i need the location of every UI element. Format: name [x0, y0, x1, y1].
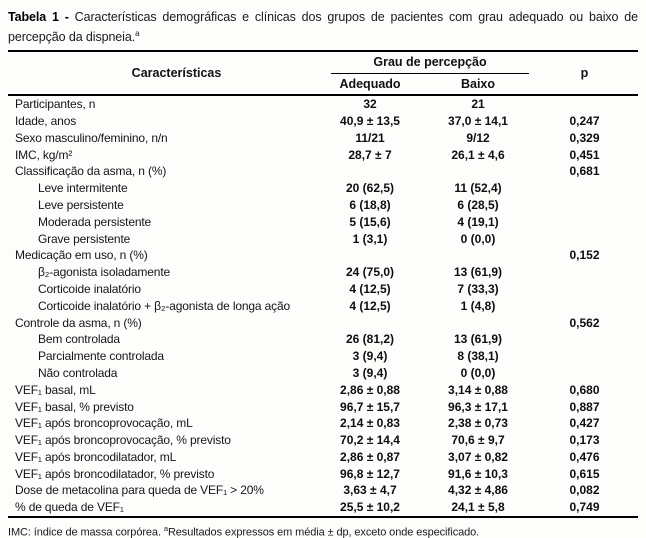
row-label: Classificação da asma, n (%) [15, 164, 167, 179]
cell-adequado [315, 315, 425, 332]
cell-baixo [425, 247, 531, 264]
table-row [8, 449, 638, 466]
cell-p: 0,173 [569, 433, 600, 448]
cell-baixo: 6 (28,5) [457, 197, 499, 212]
cell-p: 0,681 [569, 164, 600, 179]
cell-baixo: 3,14 ± 0,88 [448, 382, 508, 397]
group-header-label: Grau de percepção [331, 52, 529, 74]
cell-adequado: 1 (3,1) [352, 231, 388, 246]
cell-p: 0,427 [569, 416, 600, 431]
table-row [8, 348, 638, 365]
cell-adequado [315, 247, 425, 264]
column-header-caracteristicas: Características [8, 51, 315, 95]
cell-p [531, 331, 638, 348]
cell-adequado [315, 163, 425, 180]
cell-adequado: 4 (12,5) [349, 298, 391, 313]
row-label: Parcialmente controlada [38, 349, 164, 364]
cell-baixo: 4,32 ± 4,86 [448, 483, 508, 498]
cell-adequado: 11/21 [355, 130, 385, 145]
row-label: Controle da asma, n (%) [15, 315, 142, 330]
cell-baixo: 13 (61,9) [453, 332, 503, 347]
cell-baixo: 13 (61,9) [453, 265, 503, 280]
cell-baixo [425, 163, 531, 180]
characteristics-table [8, 50, 638, 518]
table-row [8, 365, 638, 382]
row-label: Idade, anos [15, 113, 77, 128]
cell-p [531, 214, 638, 231]
table-row [8, 281, 638, 298]
table-row [8, 147, 638, 164]
cell-adequado: 24 (75,0) [345, 265, 395, 280]
table-row [8, 264, 638, 281]
caption-footnote-marker: a [135, 28, 140, 38]
table-row [8, 415, 638, 432]
cell-baixo: 8 (38,1) [457, 349, 499, 364]
table-row [8, 130, 638, 147]
table-row [8, 331, 638, 348]
cell-p: 0,887 [569, 399, 600, 414]
cell-p [531, 180, 638, 197]
cell-adequado: 3,63 ± 4,7 [343, 483, 397, 498]
cell-p [531, 365, 638, 382]
cell-baixo: 0 (0,0) [460, 365, 496, 380]
row-label: Sexo masculino/feminino, n/n [15, 130, 168, 145]
cell-baixo: 91,6 ± 10,3 [448, 466, 508, 481]
cell-baixo: 24,1 ± 5,8 [451, 500, 505, 515]
row-label: VEF₁ após broncodilatador, mL [15, 449, 177, 464]
cell-baixo: 9/12 [466, 130, 490, 145]
row-label: VEF₁ após broncoprovocação, % previsto [15, 433, 231, 448]
row-label: IMC, kg/m² [15, 147, 73, 162]
row-label: Dose de metacolina para queda de VEF₁ > 20% [15, 483, 264, 498]
table-row [8, 113, 638, 130]
row-label: Corticoide inalatório [38, 281, 141, 296]
table-caption [8, 10, 638, 45]
table-row [8, 466, 638, 483]
cell-baixo: 96,3 ± 17,1 [448, 399, 508, 414]
cell-baixo: 0 (0,0) [460, 231, 496, 246]
cell-adequado: 96,7 ± 15,7 [340, 399, 400, 414]
cell-baixo: 7 (33,3) [457, 281, 499, 296]
cell-p [531, 197, 638, 214]
cell-baixo: 11 (52,4) [454, 181, 502, 196]
cell-adequado: 6 (18,8) [349, 197, 391, 212]
row-label: Leve intermitente [38, 181, 128, 196]
table-row [8, 315, 638, 332]
row-label: VEF₁ após broncoprovocação, mL [15, 416, 193, 431]
cell-p [531, 281, 638, 298]
cell-p [531, 95, 638, 113]
cell-baixo: 26,1 ± 4,6 [451, 147, 505, 162]
table-row [8, 298, 638, 315]
cell-p: 0,562 [569, 315, 600, 330]
table-row [8, 499, 638, 517]
cell-adequado: 5 (15,6) [349, 214, 391, 229]
table-row [8, 382, 638, 399]
cell-baixo: 4 (19,1) [457, 214, 499, 229]
table-row [8, 432, 638, 449]
row-label: Corticoide inalatório + β₂-agonista de longa ação [38, 298, 291, 313]
table-row [8, 95, 638, 113]
column-group-grau-de-percepcao [315, 51, 531, 74]
cell-adequado: 3 (9,4) [352, 365, 388, 380]
row-label: VEF₁ basal, mL [15, 382, 96, 397]
cell-p: 0,451 [569, 147, 600, 162]
cell-adequado: 28,7 ± 7 [348, 147, 392, 162]
cell-adequado: 20 (62,5) [345, 181, 395, 196]
row-label: Bem controlada [38, 332, 120, 347]
cell-p [531, 231, 638, 248]
column-header-adequado: Adequado [315, 74, 425, 95]
cell-adequado: 40,9 ± 13,5 [340, 113, 400, 128]
footnote-note: Resultados expressos em média ± dp, exceto onde especificado. [167, 526, 480, 538]
caption-text: Características demográficas e clínicas dos grupos de pacientes com grau adequado ou baixo de percepção da dispneia. [8, 10, 638, 44]
cell-adequado: 70,2 ± 14,4 [340, 433, 400, 448]
row-label: Medicação em uso, n (%) [15, 248, 148, 263]
column-header-baixo: Baixo [425, 74, 531, 95]
cell-baixo: 3,07 ± 0,82 [448, 449, 508, 464]
cell-adequado: 32 [363, 97, 377, 112]
cell-p: 0,329 [569, 130, 600, 145]
row-label: VEF₁ basal, % previsto [15, 399, 134, 414]
row-label: Moderada persistente [38, 214, 152, 229]
cell-baixo: 2,38 ± 0,73 [448, 416, 508, 431]
row-label: Participantes, n [15, 97, 96, 112]
table-row [8, 163, 638, 180]
cell-adequado: 25,5 ± 10,2 [340, 500, 400, 515]
table-number: Tabela 1 [8, 10, 59, 24]
cell-p [531, 348, 638, 365]
cell-p: 0,152 [569, 248, 600, 263]
cell-baixo: 21 [471, 97, 485, 112]
footnote-abbreviation: IMC: índice de massa corpórea. [8, 526, 164, 538]
footnote-marker: a [163, 524, 168, 534]
cell-p: 0,615 [569, 466, 600, 481]
cell-adequado: 2,86 ± 0,87 [340, 449, 400, 464]
row-label: β₂-agonista isoladamente [38, 265, 171, 280]
cell-p [531, 298, 638, 315]
cell-baixo: 70,6 ± 9,7 [451, 433, 505, 448]
table-row [8, 180, 638, 197]
cell-p: 0,082 [569, 483, 600, 498]
row-label: Leve persistente [38, 197, 124, 212]
cell-adequado: 96,8 ± 12,7 [340, 466, 400, 481]
cell-p: 0,476 [569, 449, 600, 464]
header-row-group [8, 51, 638, 74]
table-row [8, 399, 638, 416]
cell-adequado: 3 (9,4) [352, 349, 388, 364]
column-header-p: p [531, 51, 638, 95]
row-label: VEF₁ após broncodilatador, % previsto [15, 466, 215, 481]
caption-dash: - [58, 10, 75, 24]
cell-p: 0,680 [569, 382, 600, 397]
table-body [8, 95, 638, 517]
row-label: Grave persistente [38, 231, 131, 246]
table-row [8, 214, 638, 231]
cell-p: 0,749 [569, 500, 600, 515]
table-row [8, 231, 638, 248]
cell-adequado: 26 (81,2) [345, 332, 395, 347]
cell-baixo: 37,0 ± 14,1 [448, 113, 508, 128]
cell-p: 0,247 [569, 113, 600, 128]
cell-adequado: 2,86 ± 0,88 [340, 382, 400, 397]
row-label: Não controlada [38, 365, 118, 380]
table-row [8, 482, 638, 499]
cell-baixo: 1 (4,8) [460, 298, 496, 313]
table-row [8, 197, 638, 214]
cell-p [531, 264, 638, 281]
cell-adequado: 2,14 ± 0,83 [340, 416, 400, 431]
cell-adequado: 4 (12,5) [349, 281, 391, 296]
table-footnote [8, 522, 638, 538]
row-label: % de queda de VEF₁ [15, 500, 124, 515]
cell-baixo [425, 315, 531, 332]
table-row [8, 247, 638, 264]
table-header [8, 51, 638, 95]
